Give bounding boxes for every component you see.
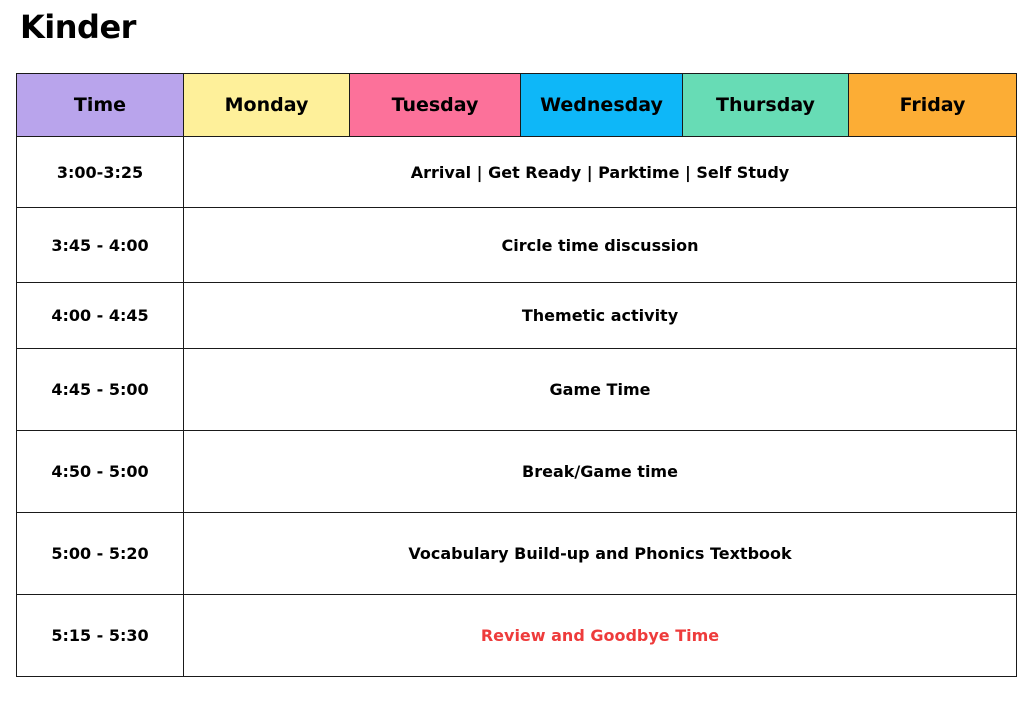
activity-cell: Vocabulary Build-up and Phonics Textbook — [184, 513, 1017, 595]
schedule-table — [16, 73, 1017, 677]
header-tuesday: Tuesday — [350, 74, 521, 137]
activity-cell: Game Time — [184, 349, 1017, 431]
table-row — [17, 349, 1017, 431]
header-friday: Friday — [849, 74, 1017, 137]
activity-cell: Break/Game time — [184, 431, 1017, 513]
time-cell: 4:00 - 4:45 — [17, 283, 184, 349]
table-row — [17, 431, 1017, 513]
header-thursday: Thursday — [683, 74, 849, 137]
time-cell: 5:15 - 5:30 — [17, 595, 184, 677]
header-monday: Monday — [184, 74, 350, 137]
time-cell: 4:50 - 5:00 — [17, 431, 184, 513]
table-row — [17, 513, 1017, 595]
activity-cell: Themetic activity — [184, 283, 1017, 349]
header-row — [17, 74, 1017, 137]
page-title: Kinder — [20, 8, 136, 46]
time-cell: 4:45 - 5:00 — [17, 349, 184, 431]
activity-cell: Review and Goodbye Time — [184, 595, 1017, 677]
time-cell: 3:00-3:25 — [17, 137, 184, 208]
table-row — [17, 595, 1017, 677]
header-wednesday: Wednesday — [521, 74, 683, 137]
table-row — [17, 137, 1017, 208]
header-time: Time — [17, 74, 184, 137]
table-row — [17, 208, 1017, 283]
activity-cell: Circle time discussion — [184, 208, 1017, 283]
activity-cell: Arrival | Get Ready | Parktime | Self Study — [184, 137, 1017, 208]
table-row — [17, 283, 1017, 349]
time-cell: 3:45 - 4:00 — [17, 208, 184, 283]
time-cell: 5:00 - 5:20 — [17, 513, 184, 595]
